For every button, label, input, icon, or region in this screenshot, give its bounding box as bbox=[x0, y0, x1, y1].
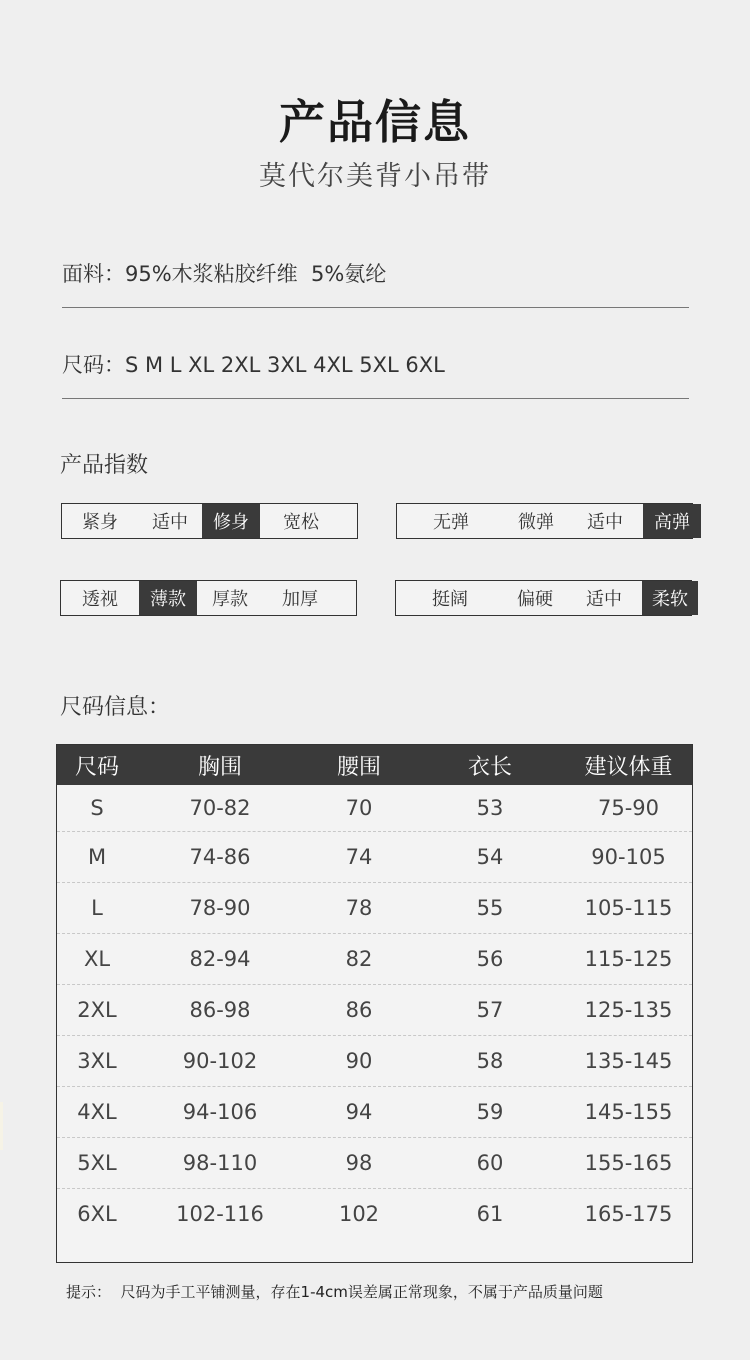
divider bbox=[62, 398, 689, 399]
table-cell: 86-98 bbox=[189, 998, 251, 1022]
table-cell: 56 bbox=[476, 947, 504, 971]
table-row bbox=[57, 785, 692, 832]
table-row bbox=[57, 1138, 692, 1189]
table-cell: 115-125 bbox=[584, 947, 673, 971]
table-body bbox=[57, 785, 692, 1239]
table-cell: 94 bbox=[345, 1100, 373, 1124]
table-cell: 75-90 bbox=[597, 796, 660, 820]
table-cell: 70-82 bbox=[189, 796, 251, 820]
fabric-value: 95%木浆粘胶纤维 5%氨纶 bbox=[125, 262, 387, 286]
thickness-scale bbox=[60, 580, 357, 616]
table-cell: 54 bbox=[476, 845, 504, 869]
table-row bbox=[57, 832, 692, 883]
scale-option: 适中 bbox=[586, 589, 622, 610]
table-cell: 59 bbox=[476, 1100, 504, 1124]
table-cell: 78 bbox=[345, 896, 373, 920]
column-header: 建议体重 bbox=[584, 754, 673, 780]
table-cell: 78-90 bbox=[189, 896, 251, 920]
fabric-line bbox=[62, 258, 386, 288]
table-cell: S bbox=[90, 796, 104, 820]
scale-option: 宽松 bbox=[283, 512, 319, 533]
scale-option: 偏硬 bbox=[517, 589, 553, 610]
measurement-note: 提示： 尺码为手工平铺测量，存在1-4cm误差属正常现象，不属于产品质量问题 bbox=[66, 1283, 603, 1301]
table-cell: 145-155 bbox=[584, 1100, 673, 1124]
table-cell: 82 bbox=[345, 947, 373, 971]
column-header: 衣长 bbox=[467, 754, 512, 780]
table-header bbox=[57, 745, 692, 785]
table-cell: 6XL bbox=[77, 1202, 117, 1226]
table-cell: 102 bbox=[338, 1202, 380, 1226]
table-cell: 53 bbox=[476, 796, 504, 820]
table-cell: 135-145 bbox=[584, 1049, 673, 1073]
scale-option: 加厚 bbox=[282, 589, 318, 610]
table-cell: 86 bbox=[345, 998, 373, 1022]
fabric-label: 面料： bbox=[62, 262, 125, 286]
sizes-label: 尺码： bbox=[62, 353, 125, 377]
table-cell: 2XL bbox=[77, 998, 117, 1022]
table-cell: 70 bbox=[345, 796, 373, 820]
divider bbox=[62, 307, 689, 308]
scale-option: 厚款 bbox=[212, 589, 248, 610]
index-heading: 产品指数 bbox=[60, 453, 149, 478]
column-header: 胸围 bbox=[197, 754, 242, 780]
fit-scale bbox=[61, 503, 358, 539]
scale-option: 无弹 bbox=[433, 512, 469, 533]
table-row bbox=[57, 1189, 692, 1239]
table-cell: 61 bbox=[476, 1202, 504, 1226]
softness-scale bbox=[395, 580, 692, 616]
edge-decoration bbox=[0, 1102, 3, 1150]
table-cell: 60 bbox=[476, 1151, 504, 1175]
table-cell: 90-105 bbox=[591, 845, 666, 869]
table-cell: 155-165 bbox=[584, 1151, 673, 1175]
table-cell: M bbox=[87, 845, 107, 869]
table-cell: 74 bbox=[345, 845, 373, 869]
scale-option-selected: 高弹 bbox=[643, 504, 701, 538]
size-info-heading: 尺码信息： bbox=[60, 695, 171, 720]
table-cell: 165-175 bbox=[584, 1202, 673, 1226]
scale-option: 挺阔 bbox=[432, 589, 468, 610]
table-cell: 98 bbox=[345, 1151, 373, 1175]
size-table bbox=[56, 744, 693, 1263]
page-title: 产品信息 bbox=[279, 95, 471, 149]
table-cell: 90-102 bbox=[182, 1049, 258, 1073]
table-cell: 90 bbox=[345, 1049, 373, 1073]
table-cell: 55 bbox=[476, 896, 504, 920]
table-row bbox=[57, 985, 692, 1036]
table-cell: L bbox=[91, 896, 103, 920]
table-row bbox=[57, 934, 692, 985]
table-cell: 82-94 bbox=[189, 947, 251, 971]
column-header: 腰围 bbox=[336, 754, 381, 780]
table-cell: 3XL bbox=[77, 1049, 117, 1073]
table-cell: 5XL bbox=[77, 1151, 117, 1175]
table-cell: 125-135 bbox=[584, 998, 673, 1022]
table-cell: 105-115 bbox=[584, 896, 673, 920]
table-row bbox=[57, 883, 692, 934]
sizes-value: S M L XL 2XL 3XL 4XL 5XL 6XL bbox=[125, 353, 445, 377]
product-name: 莫代尔美背小吊带 bbox=[259, 161, 491, 192]
sizes-line bbox=[62, 349, 445, 379]
column-header: 尺码 bbox=[74, 754, 119, 780]
table-cell: 102-116 bbox=[176, 1202, 264, 1226]
table-row bbox=[57, 1036, 692, 1087]
scale-option: 适中 bbox=[587, 512, 623, 533]
table-cell: 74-86 bbox=[189, 845, 251, 869]
scale-option-selected: 柔软 bbox=[642, 581, 698, 615]
elasticity-scale bbox=[396, 503, 693, 539]
table-cell: 58 bbox=[476, 1049, 504, 1073]
scale-option: 紧身 bbox=[82, 512, 118, 533]
scale-option-selected: 薄款 bbox=[139, 581, 197, 615]
table-cell: 94-106 bbox=[182, 1100, 258, 1124]
scale-option: 微弹 bbox=[518, 512, 554, 533]
table-row bbox=[57, 1087, 692, 1138]
table-cell: 57 bbox=[476, 998, 504, 1022]
table-cell: 4XL bbox=[77, 1100, 117, 1124]
scale-option: 适中 bbox=[152, 512, 188, 533]
scale-option: 透视 bbox=[82, 589, 118, 610]
table-cell: XL bbox=[83, 947, 111, 971]
scale-option-selected: 修身 bbox=[202, 504, 260, 538]
table-cell: 98-110 bbox=[182, 1151, 258, 1175]
